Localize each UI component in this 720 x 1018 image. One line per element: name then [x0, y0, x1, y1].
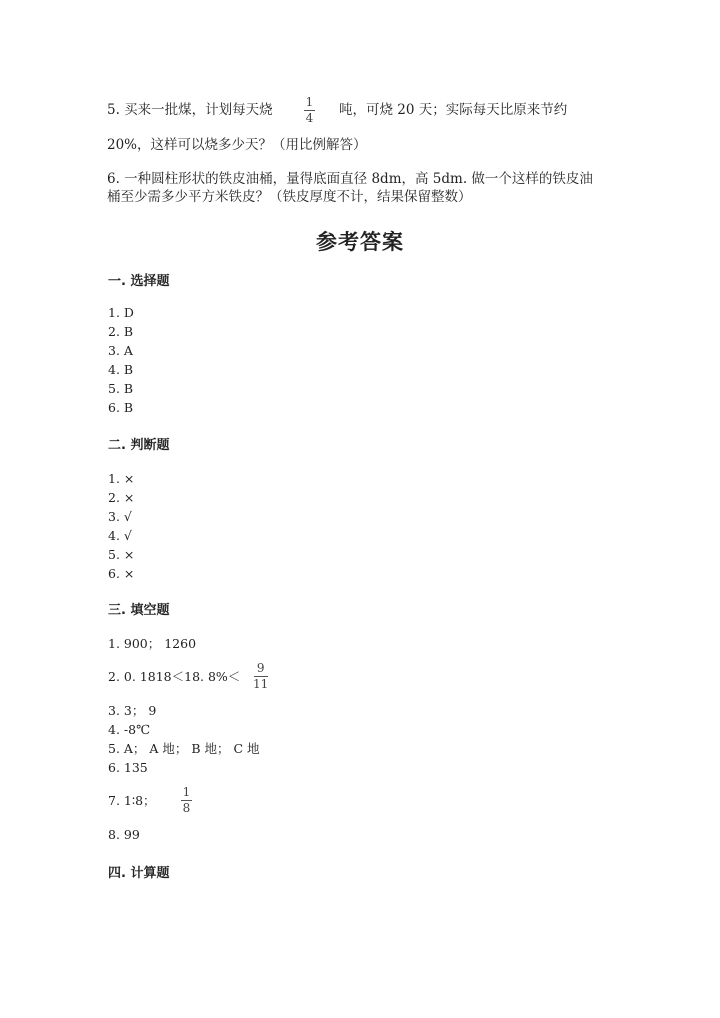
fill-answer-2-numerator: 9 — [256, 661, 265, 675]
judge-answer: 3. √ — [108, 509, 132, 524]
fill-answer-7-text: 7. 1∶8； — [108, 793, 156, 808]
fill-answer-7-denominator: 8 — [182, 801, 191, 815]
judge-answer: 2. × — [108, 490, 135, 505]
q6-text-line2: 桶至少需多少平方米铁皮？（铁皮厚度不计，结果保留整数） — [107, 189, 472, 205]
section-heading-calc: 四. 计算题 — [108, 866, 170, 881]
q5-fraction-numerator: 1 — [305, 95, 314, 109]
fill-answer-7-numerator: 1 — [182, 785, 191, 799]
fill-answer-7-fraction — [181, 786, 192, 815]
fill-answer-2-text: 2. 0. 1818＜18. 8%＜ — [108, 669, 241, 684]
q5-text-line2: 20%，这样可以烧多少天？（用比例解答） — [107, 137, 367, 153]
fill-answer-6: 6. 135 — [108, 760, 148, 775]
fill-answer-4: 4. -8℃ — [108, 722, 151, 737]
q5-fraction — [304, 96, 315, 125]
judge-answer: 6. × — [108, 566, 135, 581]
fill-answer-5: 5. A； A 地； B 地； C 地 — [108, 741, 260, 756]
judge-answer: 5. × — [108, 547, 135, 562]
fill-answer-2-denominator: 11 — [253, 677, 269, 691]
choice-answer-list — [108, 303, 134, 417]
fill-answer-3: 3. 3； 9 — [108, 703, 157, 718]
section-heading-fill: 三. 填空题 — [108, 603, 170, 618]
fill-answer-list — [108, 701, 260, 777]
choice-answer: 1. D — [108, 305, 134, 320]
choice-answer: 6. B — [108, 400, 134, 415]
choice-answer: 5. B — [108, 381, 134, 396]
choice-answer: 2. B — [108, 324, 134, 339]
fill-answer-1: 1. 900； 1260 — [108, 636, 197, 651]
q5-fraction-denominator: 4 — [305, 111, 314, 125]
choice-answer: 4. B — [108, 362, 134, 377]
q5-text-part2: 吨，可烧 20 天；实际每天比原来节约 — [339, 102, 568, 118]
answer-title: 参考答案 — [316, 230, 404, 254]
fill-answer-2-fraction — [253, 662, 268, 691]
judge-answer-list — [108, 469, 134, 583]
q5-text-part1: 5. 买来一批煤，计划每天烧 — [107, 102, 273, 118]
choice-answer: 3. A — [108, 343, 133, 358]
q6-text-line1: 6. 一种圆柱形状的铁皮油桶，量得底面直径 8dm，高 5dm. 做一个这样的铁皮油 — [107, 171, 593, 187]
judge-answer: 4. √ — [108, 528, 132, 543]
judge-answer: 1. × — [108, 471, 135, 486]
section-heading-choice: 一. 选择题 — [108, 274, 170, 289]
fill-answer-8: 8. 99 — [108, 827, 140, 842]
section-heading-judge: 二. 判断题 — [108, 438, 170, 453]
